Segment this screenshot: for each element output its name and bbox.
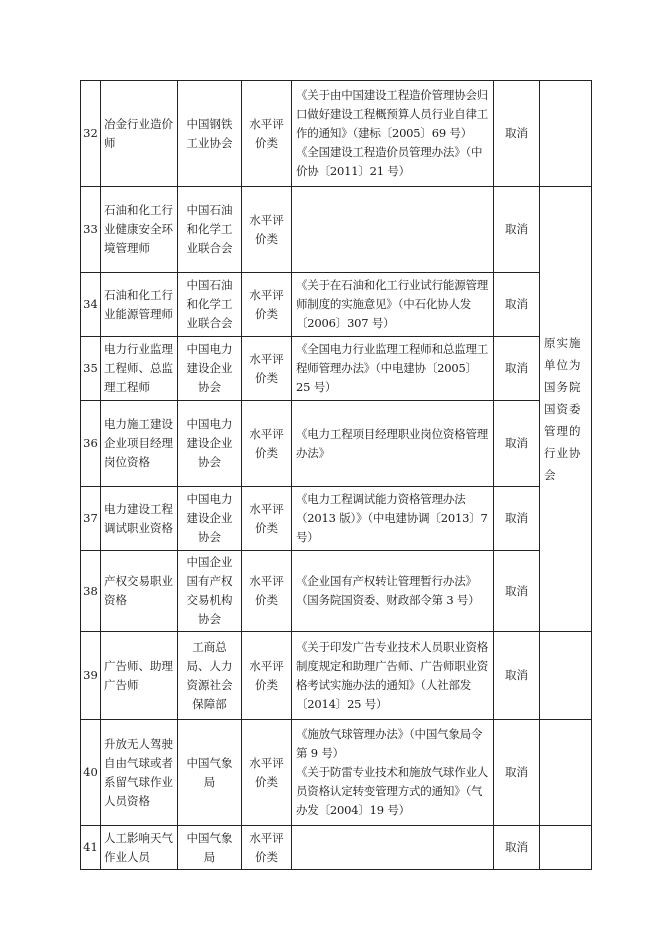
qualification-name: 电力建设工程调试职业资格 [101, 487, 178, 551]
qualification-name: 石油和化工行业能源管理师 [101, 273, 178, 337]
decision: 取消 [494, 720, 540, 826]
qualification-name: 冶金行业造价师 [101, 81, 178, 187]
implementing-org: 中国钢铁工业协会 [178, 81, 242, 187]
basis-item: 《全国建设工程造价员管理办法》（中价协〔2011〕21 号） [296, 145, 483, 178]
table-row [81, 337, 592, 401]
legal-basis [292, 720, 494, 826]
table-row [81, 632, 592, 720]
implementing-org: 中国气象局 [178, 826, 242, 870]
table-row [81, 551, 592, 632]
qualification-type: 水平评价类 [242, 273, 292, 337]
legal-basis: 《全国电力行业监理工程师和总监理工程师管理办法》（中电建协〔2005〕25 号） [292, 337, 494, 401]
row-number: 37 [81, 487, 101, 551]
basis-item: 《施放气球管理办法》（中国气象局令第 9 号） [296, 727, 483, 760]
basis-item: 《关于由中国建设工程造价管理协会归口做好建设工程概预算人员行业自律工作的通知》（建标〔2005〕69 号） [296, 88, 489, 140]
implementing-org: 中国石油和化学工业联合会 [178, 273, 242, 337]
decision: 取消 [494, 826, 540, 870]
qualification-name: 广告师、助理广告师 [101, 632, 178, 720]
decision: 取消 [494, 81, 540, 187]
implementing-org: 中国石油和化学工业联合会 [178, 187, 242, 273]
decision: 取消 [494, 632, 540, 720]
row-number: 36 [81, 401, 101, 487]
decision: 取消 [494, 401, 540, 487]
group-remark: 原实施单位为国务院国资委管理的行业协会 [540, 187, 592, 632]
qualification-name: 升放无人驾驶自由气球或者系留气球作业人员资格 [101, 720, 178, 826]
row-number: 39 [81, 632, 101, 720]
qualification-name: 电力施工建设企业项目经理岗位资格 [101, 401, 178, 487]
row-number: 35 [81, 337, 101, 401]
implementing-org: 工商总局、人力资源社会保障部 [178, 632, 242, 720]
table-row [81, 273, 592, 337]
decision: 取消 [494, 337, 540, 401]
implementing-org: 中国气象局 [178, 720, 242, 826]
legal-basis: 《电力工程项目经理职业岗位资格管理办法》 [292, 401, 494, 487]
row-number: 40 [81, 720, 101, 826]
decision: 取消 [494, 551, 540, 632]
row-number: 38 [81, 551, 101, 632]
qualification-type: 水平评价类 [242, 720, 292, 826]
table-row [81, 487, 592, 551]
decision: 取消 [494, 487, 540, 551]
qualification-name: 电力行业监理工程师、总监理工程师 [101, 337, 178, 401]
row-number: 41 [81, 826, 101, 870]
qualification-type: 水平评价类 [242, 826, 292, 870]
row-number: 34 [81, 273, 101, 337]
basis-item: 《关于防雷专业技术和施放气球作业人员资格认定转变管理方式的通知》（气办发〔2004〕19 号） [296, 765, 489, 817]
qualification-type: 水平评价类 [242, 81, 292, 187]
qualification-type: 水平评价类 [242, 401, 292, 487]
legal-basis [292, 187, 494, 273]
legal-basis: 《电力工程调试能力资格管理办法（2013 版）》（中电建协调〔2013〕7 号） [292, 487, 494, 551]
implementing-org: 中国电力建设企业协会 [178, 337, 242, 401]
legal-basis [292, 826, 494, 870]
implementing-org: 中国企业国有产权交易机构协会 [178, 551, 242, 632]
table-row [81, 720, 592, 826]
qualification-name: 人工影响天气作业人员 [101, 826, 178, 870]
implementing-org: 中国电力建设企业协会 [178, 401, 242, 487]
decision: 取消 [494, 187, 540, 273]
row-number: 32 [81, 81, 101, 187]
legal-basis [292, 81, 494, 187]
legal-basis: 《关于在石油和化工行业试行能源管理师制度的实施意见》（中石化协人发〔2006〕307 号） [292, 273, 494, 337]
remark [540, 81, 592, 187]
table-row [81, 826, 592, 870]
implementing-org: 中国电力建设企业协会 [178, 487, 242, 551]
remark [540, 826, 592, 870]
table-row [81, 401, 592, 487]
qualification-type: 水平评价类 [242, 187, 292, 273]
qualification-table [80, 80, 592, 870]
legal-basis: 《关于印发广告专业技术人员职业资格制度规定和助理广告师、广告师职业资格考试实施办法的通知》（人社部发〔2014〕25 号） [292, 632, 494, 720]
legal-basis: 《企业国有产权转让管理暂行办法》（国务院国资委、财政部令第 3 号） [292, 551, 494, 632]
table-row [81, 81, 592, 187]
remark [540, 632, 592, 720]
decision: 取消 [494, 273, 540, 337]
qualification-name: 产权交易职业资格 [101, 551, 178, 632]
qualification-type: 水平评价类 [242, 337, 292, 401]
qualification-type: 水平评价类 [242, 487, 292, 551]
qualification-type: 水平评价类 [242, 632, 292, 720]
row-number: 33 [81, 187, 101, 273]
table-row [81, 187, 592, 273]
qualification-type: 水平评价类 [242, 551, 292, 632]
remark [540, 720, 592, 826]
qualification-name: 石油和化工行业健康安全环境管理师 [101, 187, 178, 273]
